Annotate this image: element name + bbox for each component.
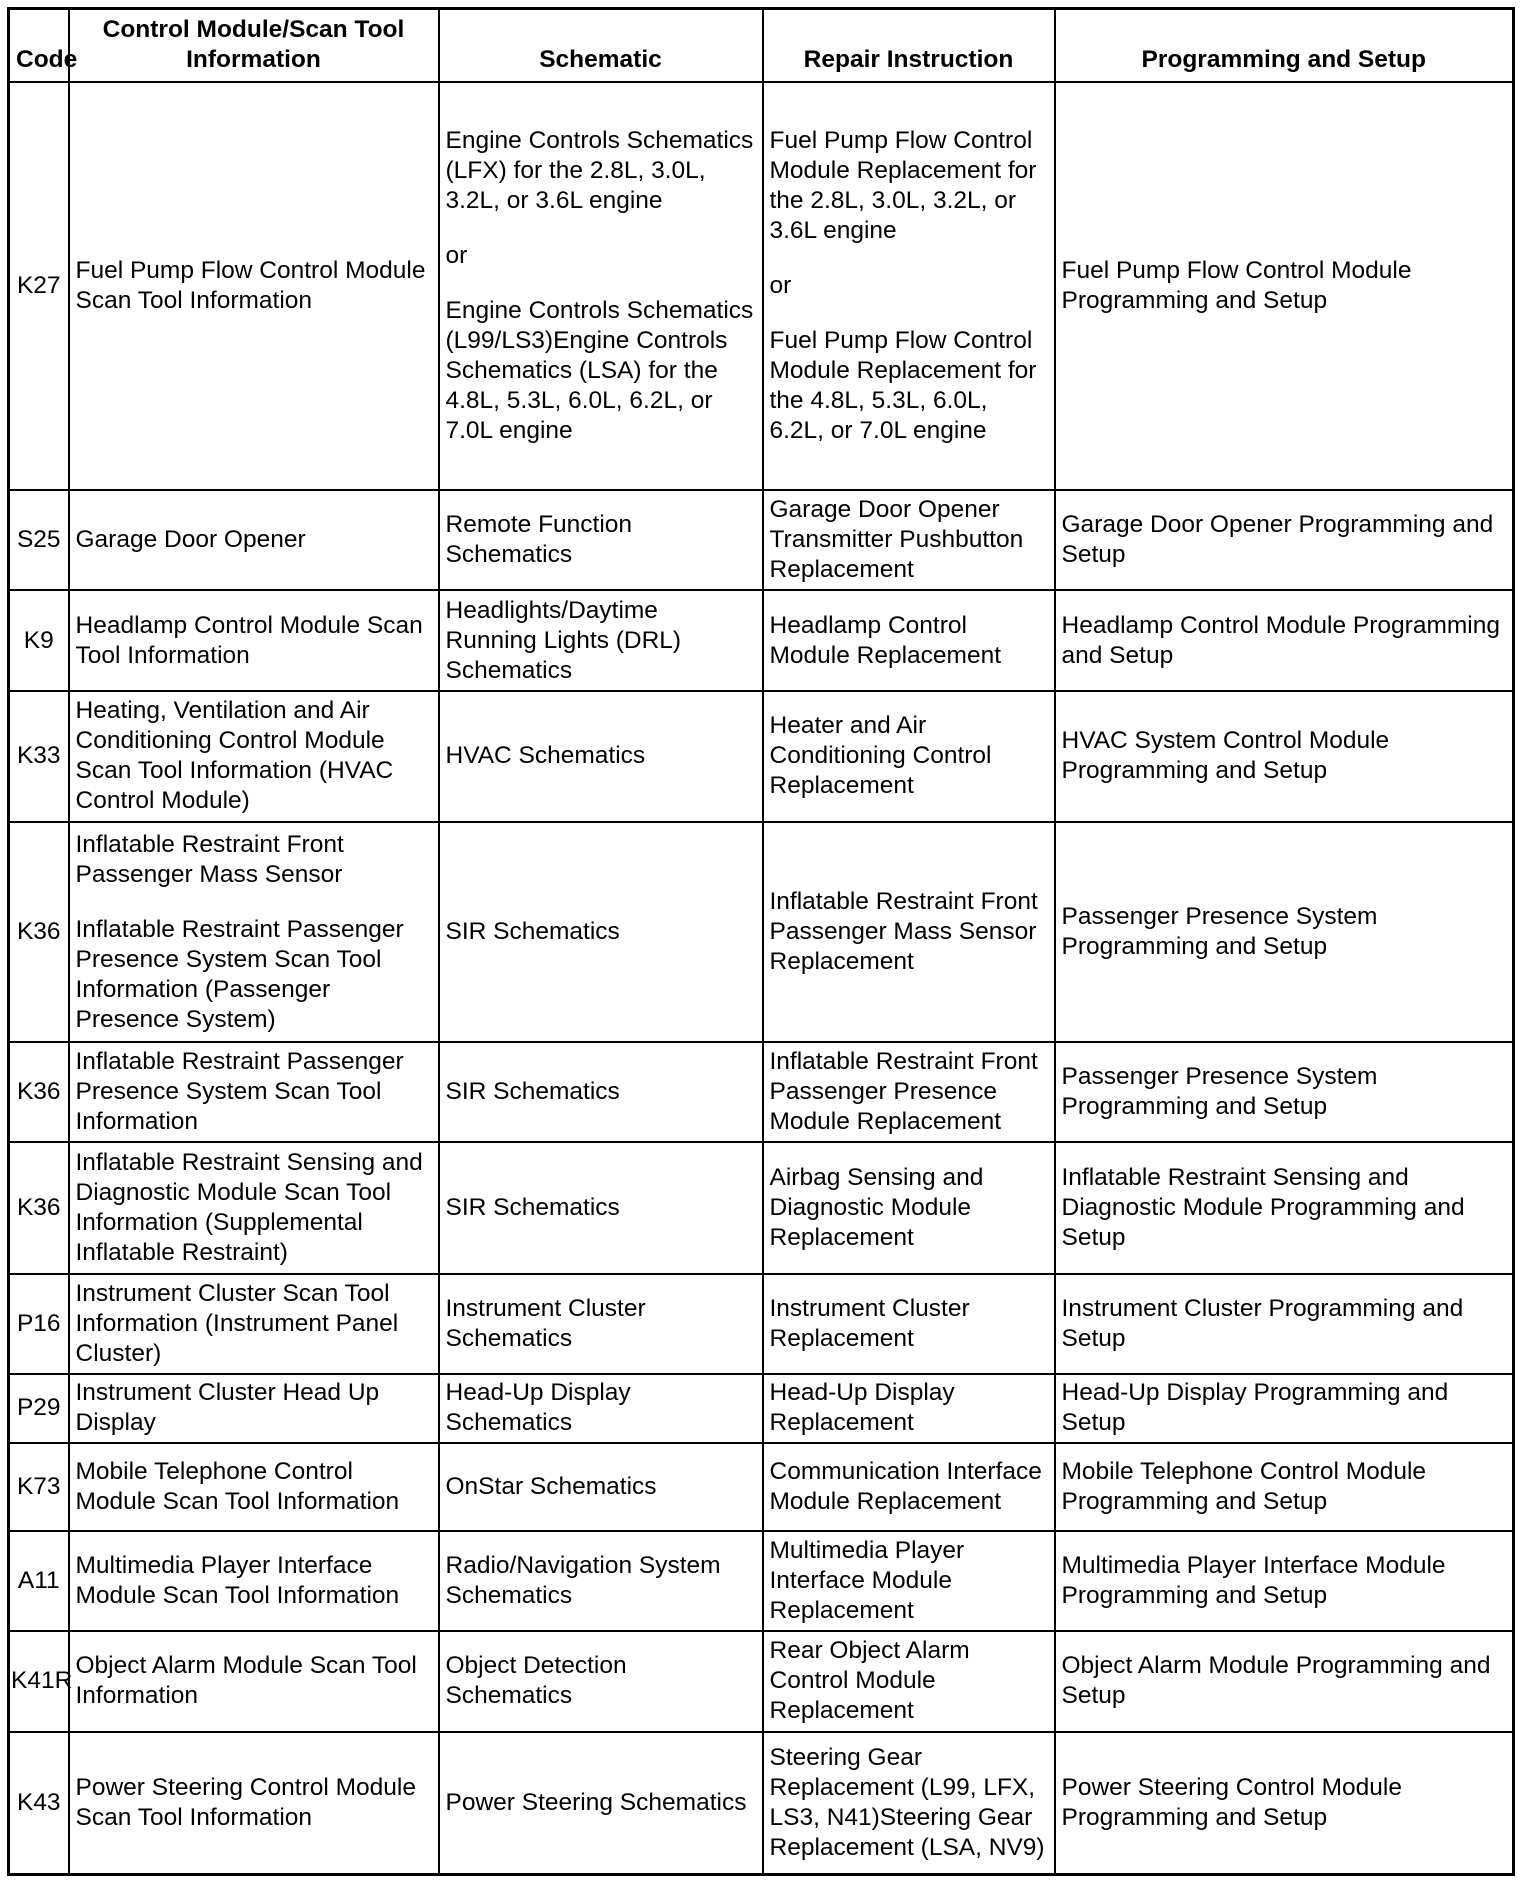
cell-code: K9 (9, 590, 69, 690)
schematic-text: Object Detection Schematics (445, 1652, 627, 1710)
cell-code: A11 (9, 1531, 69, 1631)
cell-code: K36 (9, 822, 69, 1042)
programming-text: Mobile Telephone Control Module Programming and Setup (1061, 1457, 1427, 1515)
cell-schematic (439, 1732, 763, 1875)
programming-text: Fuel Pump Flow Control Module Programming and Setup (1061, 256, 1412, 314)
table-row (9, 822, 1514, 1042)
cell-code: K36 (9, 1042, 69, 1142)
cell-schematic (439, 822, 763, 1042)
repair-text: Fuel Pump Flow Control Module Replacement for the 4.8L, 5.3L, 6.0L, 6.2L, or 7.0L engine (769, 326, 1037, 444)
cell-programming (1055, 822, 1514, 1042)
cell-schematic (439, 82, 763, 491)
programming-text: Instrument Cluster Programming and Setup (1061, 1294, 1464, 1352)
cell-repair (763, 82, 1055, 491)
info-text: Inflatable Restraint Passenger Presence System Scan Tool Information (75, 1048, 404, 1136)
cell-programming (1055, 590, 1514, 690)
cell-repair (763, 490, 1055, 590)
schematic-text: OnStar Schematics (445, 1472, 657, 1500)
table-row (9, 1531, 1514, 1631)
cell-schematic (439, 1631, 763, 1731)
repair-text: Rear Object Alarm Control Module Replacement (769, 1637, 970, 1725)
cell-code: P16 (9, 1274, 69, 1374)
cell-code: S25 (9, 490, 69, 590)
schematic-text: Radio/Navigation System Schematics (445, 1552, 721, 1610)
cell-schematic (439, 1142, 763, 1273)
cell-info (69, 82, 439, 491)
schematic-text: Engine Controls Schematics (LFX) for the 2.8L, 3.0L, 3.2L, or 3.6L engine (445, 126, 754, 214)
cell-schematic (439, 691, 763, 822)
table-row (9, 1631, 1514, 1731)
info-text: Heating, Ventilation and Air Conditioning Control Module Scan Tool Information (HVAC Control Module) (75, 697, 394, 815)
cell-repair (763, 1443, 1055, 1532)
cell-code: K36 (9, 1142, 69, 1273)
repair-text: Head-Up Display Replacement (769, 1379, 955, 1437)
cell-repair (763, 590, 1055, 690)
schematic-text: Remote Function Schematics (445, 511, 633, 569)
header-row (9, 9, 1514, 82)
cell-repair (763, 1042, 1055, 1142)
cell-programming (1055, 1374, 1514, 1443)
info-text: Multimedia Player Interface Module Scan Tool Information (75, 1552, 400, 1610)
cell-repair (763, 822, 1055, 1042)
table-row (9, 1274, 1514, 1374)
repair-text: Fuel Pump Flow Control Module Replacement for the 2.8L, 3.0L, 3.2L, or 3.6L engine (769, 126, 1037, 244)
cell-schematic (439, 1274, 763, 1374)
info-text: Inflatable Restraint Passenger Presence System Scan Tool Information (Passenger Presence System) (75, 915, 404, 1033)
cell-code: K33 (9, 691, 69, 822)
cell-code: K27 (9, 82, 69, 491)
schematic-text: HVAC Schematics (445, 742, 646, 770)
info-text: Garage Door Opener (75, 526, 306, 554)
schematic-text: Head-Up Display Schematics (445, 1379, 631, 1437)
info-text: Instrument Cluster Head Up Display (75, 1379, 380, 1437)
table-row (9, 1374, 1514, 1443)
cell-repair (763, 1631, 1055, 1731)
cell-info (69, 590, 439, 690)
repair-text: Multimedia Player Interface Module Replacement (769, 1537, 965, 1625)
table-row (9, 82, 1514, 491)
cell-programming (1055, 1274, 1514, 1374)
programming-text: Head-Up Display Programming and Setup (1061, 1379, 1449, 1437)
cell-info (69, 490, 439, 590)
cell-schematic (439, 1374, 763, 1443)
schematic-text: or (445, 241, 468, 269)
schematic-text: Instrument Cluster Schematics (445, 1294, 646, 1352)
cell-info (69, 1042, 439, 1142)
info-text: Inflatable Restraint Sensing and Diagnostic Module Scan Tool Information (Supplemental Inflatable Restraint) (75, 1148, 423, 1266)
schematic-text: Power Steering Schematics (445, 1788, 747, 1816)
info-text: Object Alarm Module Scan Tool Information (75, 1652, 417, 1710)
repair-text: Headlamp Control Module Replacement (769, 611, 1002, 669)
repair-text: Instrument Cluster Replacement (769, 1294, 970, 1352)
programming-text: Multimedia Player Interface Module Programming and Setup (1061, 1552, 1446, 1610)
schematic-text: SIR Schematics (445, 1193, 620, 1221)
cell-info (69, 1443, 439, 1532)
table-row (9, 691, 1514, 822)
cell-info (69, 1374, 439, 1443)
cell-programming (1055, 1142, 1514, 1273)
info-text: Fuel Pump Flow Control Module Scan Tool Information (75, 256, 426, 314)
cell-programming (1055, 691, 1514, 822)
cell-schematic (439, 490, 763, 590)
cell-code: K43 (9, 1732, 69, 1875)
programming-text: Garage Door Opener Programming and Setup (1061, 511, 1494, 569)
repair-text: or (769, 271, 792, 299)
cell-code: K73 (9, 1443, 69, 1532)
cell-info (69, 1531, 439, 1631)
cell-repair (763, 1531, 1055, 1631)
cell-info (69, 1274, 439, 1374)
cell-info (69, 1142, 439, 1273)
header-programming: Programming and Setup (1055, 9, 1514, 82)
programming-text: Passenger Presence System Programming and Setup (1061, 903, 1378, 961)
cell-repair (763, 1732, 1055, 1875)
table-row (9, 1443, 1514, 1532)
schematic-text: Engine Controls Schematics (L99/LS3)Engine Controls Schematics (LSA) for the 4.8L, 5.3L, 6.0L, 6.2L, or 7.0L engine (445, 296, 754, 444)
info-text: Mobile Telephone Control Module Scan Tool Information (75, 1457, 400, 1515)
cell-repair (763, 1374, 1055, 1443)
cell-schematic (439, 1042, 763, 1142)
cell-programming (1055, 1732, 1514, 1875)
cell-info (69, 1631, 439, 1731)
repair-text: Inflatable Restraint Front Passenger Presence Module Replacement (769, 1048, 1038, 1136)
cell-programming (1055, 1443, 1514, 1532)
repair-text: Inflatable Restraint Front Passenger Mass Sensor Replacement (769, 888, 1038, 976)
module-info-table (7, 7, 1515, 1876)
header-schematic: Schematic (439, 9, 763, 82)
cell-repair (763, 1142, 1055, 1273)
cell-code: K41R (9, 1631, 69, 1731)
programming-text: Headlamp Control Module Programming and Setup (1061, 611, 1500, 669)
cell-code: P29 (9, 1374, 69, 1443)
cell-repair (763, 691, 1055, 822)
cell-programming (1055, 490, 1514, 590)
repair-text: Airbag Sensing and Diagnostic Module Replacement (769, 1163, 984, 1251)
repair-text: Heater and Air Conditioning Control Replacement (769, 712, 992, 800)
header-code: Code (9, 9, 69, 82)
programming-text: Inflatable Restraint Sensing and Diagnostic Module Programming and Setup (1061, 1163, 1465, 1251)
cell-schematic (439, 1531, 763, 1631)
table-row (9, 1042, 1514, 1142)
cell-info (69, 822, 439, 1042)
repair-text: Steering Gear Replacement (L99, LFX, LS3, N41)Steering Gear Replacement (LSA, NV9) (769, 1743, 1045, 1861)
info-text: Inflatable Restraint Front Passenger Mass Sensor (75, 830, 344, 888)
table-row (9, 590, 1514, 690)
cell-schematic (439, 1443, 763, 1532)
programming-text: Passenger Presence System Programming and Setup (1061, 1063, 1378, 1121)
cell-programming (1055, 1531, 1514, 1631)
cell-schematic (439, 590, 763, 690)
repair-text: Communication Interface Module Replacement (769, 1457, 1042, 1515)
info-text: Power Steering Control Module Scan Tool Information (75, 1773, 416, 1831)
table-row (9, 490, 1514, 590)
table-row (9, 1732, 1514, 1875)
info-text: Headlamp Control Module Scan Tool Information (75, 611, 423, 669)
cell-programming (1055, 1631, 1514, 1731)
cell-repair (763, 1274, 1055, 1374)
programming-text: Power Steering Control Module Programming and Setup (1061, 1773, 1402, 1831)
header-info: Control Module/Scan Tool Information (69, 9, 439, 82)
programming-text: Object Alarm Module Programming and Setup (1061, 1652, 1491, 1710)
schematic-text: SIR Schematics (445, 918, 620, 946)
table-row (9, 1142, 1514, 1273)
cell-info (69, 1732, 439, 1875)
cell-programming (1055, 82, 1514, 491)
schematic-text: SIR Schematics (445, 1078, 620, 1106)
cell-programming (1055, 1042, 1514, 1142)
programming-text: HVAC System Control Module Programming and Setup (1061, 727, 1390, 785)
repair-text: Garage Door Opener Transmitter Pushbutton Replacement (769, 496, 1024, 584)
header-repair: Repair Instruction (763, 9, 1055, 82)
schematic-text: Headlights/Daytime Running Lights (DRL) Schematics (445, 596, 682, 684)
cell-info (69, 691, 439, 822)
info-text: Instrument Cluster Scan Tool Information (Instrument Panel Cluster) (75, 1279, 399, 1367)
